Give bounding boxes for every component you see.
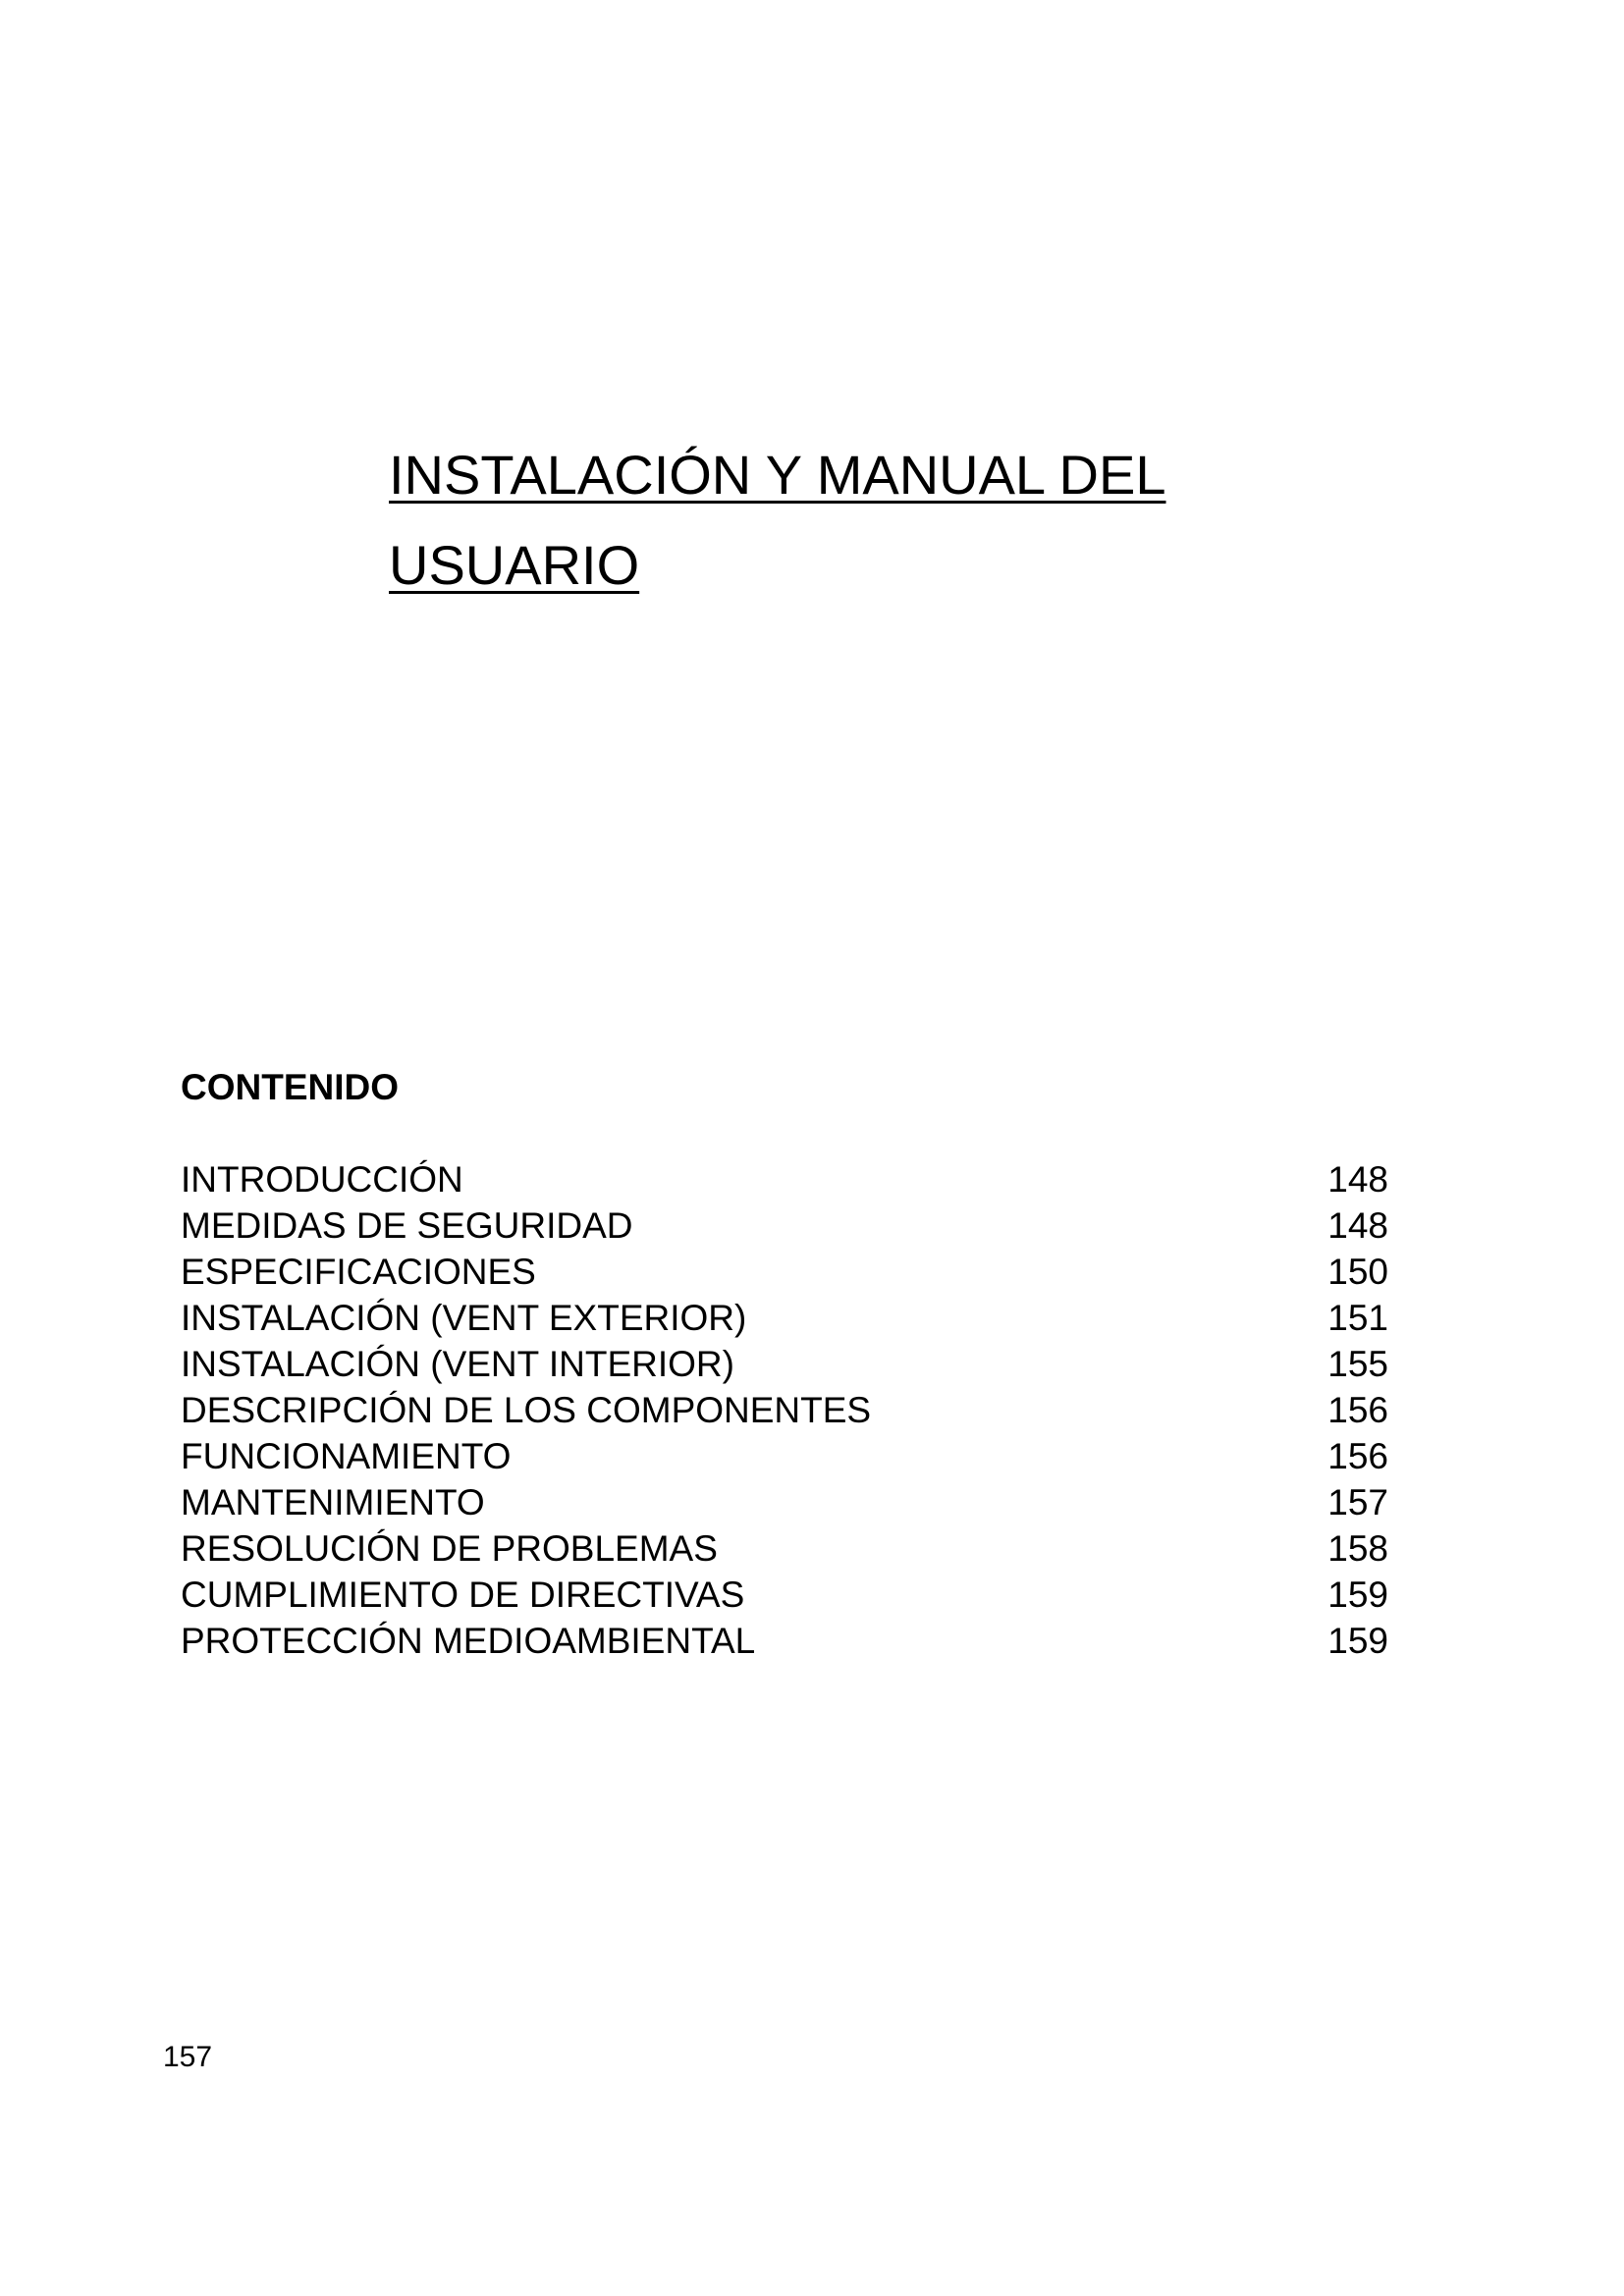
toc-entry-label: FUNCIONAMIENTO bbox=[181, 1436, 512, 1476]
toc-entry-label: ESPECIFICACIONES bbox=[181, 1252, 536, 1292]
toc-entry-instalacion-exterior bbox=[181, 1295, 1388, 1341]
toc-entry-label: CUMPLIMIENTO DE DIRECTIVAS bbox=[181, 1575, 745, 1615]
contents-heading: CONTENIDO bbox=[181, 1067, 399, 1107]
toc-entry-page: 156 bbox=[1327, 1390, 1388, 1430]
toc-entry-page: 150 bbox=[1327, 1252, 1388, 1292]
toc-entry-label: MANTENIMIENTO bbox=[181, 1482, 485, 1522]
toc-entry-label: INSTALACIÓN (VENT EXTERIOR) bbox=[181, 1298, 747, 1338]
document-title bbox=[389, 430, 1272, 611]
toc-entry-funcionamiento bbox=[181, 1433, 1388, 1479]
toc-entry-label: MEDIDAS DE SEGURIDAD bbox=[181, 1205, 633, 1246]
toc-entry-label: RESOLUCIÓN DE PROBLEMAS bbox=[181, 1528, 718, 1569]
title-line-1: INSTALACIÓN Y MANUAL DEL bbox=[389, 444, 1166, 506]
toc-entry-label: INSTALACIÓN (VENT INTERIOR) bbox=[181, 1344, 734, 1384]
toc-entry-page: 159 bbox=[1327, 1621, 1388, 1661]
toc-entry-cumplimiento-directivas bbox=[181, 1572, 1388, 1618]
toc-entry-especificaciones bbox=[181, 1249, 1388, 1295]
toc-entry-page: 151 bbox=[1327, 1298, 1388, 1338]
toc-entry-introduccion bbox=[181, 1156, 1388, 1202]
toc-entry-medidas-de-seguridad bbox=[181, 1202, 1388, 1249]
toc-entry-instalacion-interior bbox=[181, 1341, 1388, 1387]
table-of-contents bbox=[181, 1156, 1388, 1664]
toc-entry-page: 156 bbox=[1327, 1436, 1388, 1476]
title-line-2: USUARIO bbox=[389, 534, 640, 596]
toc-entry-page: 157 bbox=[1327, 1482, 1388, 1522]
toc-entry-resolucion-problemas bbox=[181, 1525, 1388, 1572]
toc-entry-descripcion-componentes bbox=[181, 1387, 1388, 1433]
toc-entry-page: 158 bbox=[1327, 1528, 1388, 1569]
toc-entry-label: DESCRIPCIÓN DE LOS COMPONENTES bbox=[181, 1390, 872, 1430]
toc-entry-proteccion-medioambiental bbox=[181, 1618, 1388, 1664]
toc-entry-label: PROTECCIÓN MEDIOAMBIENTAL bbox=[181, 1621, 756, 1661]
toc-entry-mantenimiento bbox=[181, 1479, 1388, 1525]
toc-entry-page: 148 bbox=[1327, 1159, 1388, 1200]
toc-entry-label: INTRODUCCIÓN bbox=[181, 1159, 463, 1200]
toc-entry-page: 155 bbox=[1327, 1344, 1388, 1384]
page-number: 157 bbox=[163, 2041, 213, 2073]
toc-entry-page: 159 bbox=[1327, 1575, 1388, 1615]
toc-entry-page: 148 bbox=[1327, 1205, 1388, 1246]
